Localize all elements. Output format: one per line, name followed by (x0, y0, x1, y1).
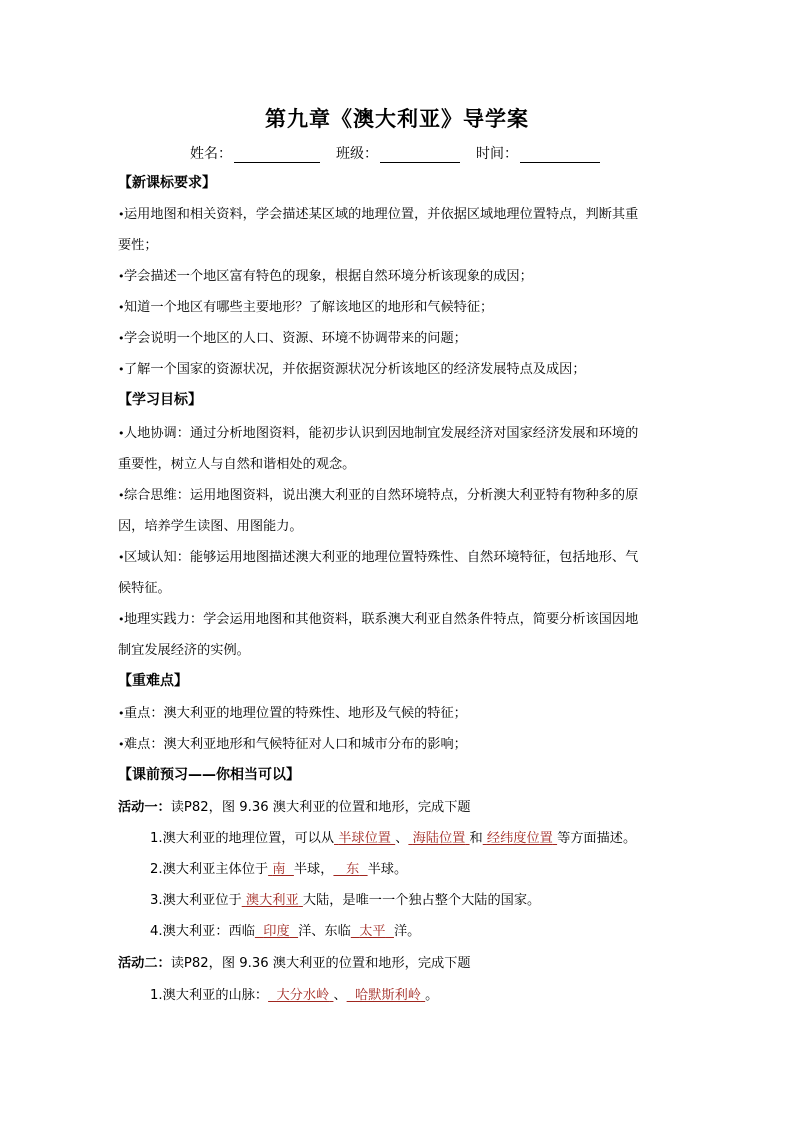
question-text: 等方面描述。 (557, 831, 637, 846)
question-text: 1.澳大利亚的山脉： (150, 988, 269, 1003)
goal-item: • 人地协调：通过分析地图资料，能初步认识到因地制宜发展经济对国家经济发展和环境的 (118, 422, 638, 441)
curriculum-item: • 学会说明一个地区的人口、资源、环境不协调带来的问题； (118, 327, 467, 346)
goal-item: • 综合思维：运用地图资料，说出澳大利亚的自然环境特点，分析澳大利亚特有物种多的原 (118, 484, 638, 503)
answer-blank[interactable]: 半球位置 (338, 831, 391, 846)
activity-one-text: 读P82，图 9.36 澳大利亚的位置和地形，完成下题 (170, 800, 471, 815)
question-text: 1.澳大利亚的地理位置，可以从 (150, 831, 335, 846)
question-continent (150, 889, 540, 908)
question-hemisphere (150, 858, 407, 877)
curriculum-item: • 了解一个国家的资源状况，并依据资源状况分析该地区的经济发展特点及成因； (118, 358, 586, 377)
class-blank[interactable] (380, 148, 460, 163)
time-label: 时间： (476, 146, 518, 162)
key-point-item: • 重点：澳大利亚的地理位置的特殊性、地形及气候的特征； (118, 702, 467, 721)
activity-two-text: 读P82，图 9.36 澳大利亚的位置和地形，完成下题 (170, 956, 471, 971)
answer-blank[interactable]: 海陆位置 (412, 831, 466, 846)
curriculum-item-cont: 要性； (118, 238, 158, 253)
student-info-line (190, 143, 616, 163)
separator: 、 (333, 988, 347, 1003)
answer-blank[interactable]: 南 (272, 862, 286, 877)
curriculum-item: • 知道一个地区有哪些主要地形？了解该地区的地形和气候特征； (118, 296, 493, 315)
section-heading-curriculum: 【新课标要求】 (118, 175, 216, 191)
class-label: 班级： (336, 146, 378, 162)
page-title: 第九章《澳大利亚》导学案 (265, 106, 529, 131)
question-text: 。 (425, 988, 439, 1003)
answer-blank[interactable]: 东 (346, 862, 360, 877)
curriculum-item: • 运用地图和相关资料，学会描述某区域的地理位置，并依据区域地理位置特点，判断其重 (118, 203, 638, 222)
key-point-item: • 难点：澳大利亚地形和气候特征对人口和城市分布的影响； (118, 733, 467, 752)
section-heading-goals: 【学习目标】 (118, 392, 202, 408)
answer-blank[interactable]: 大分水岭 (276, 988, 330, 1003)
question-text: 大陆，是唯一一个独占整个大陆的国家。 (302, 893, 541, 908)
section-heading-preview: 【课前预习——你相当可以】 (118, 767, 300, 783)
question-text: 洋。 (393, 924, 421, 939)
name-blank[interactable] (234, 148, 320, 163)
goal-item: • 区域认知：能够运用地图描述澳大利亚的地理位置特殊性、自然环境特征，包括地形、气 (118, 546, 638, 565)
section-heading-key-points: 【重难点】 (118, 673, 188, 689)
goal-item-cont: 候特征。 (118, 581, 171, 596)
question-oceans (150, 920, 420, 939)
question-text: 2.澳大利亚主体位于 (150, 862, 269, 877)
activity-one-label: 活动一： (118, 800, 171, 815)
answer-blank[interactable]: 印度 (263, 924, 290, 939)
answer-blank[interactable]: 经纬度位置 (486, 831, 553, 846)
goal-item-cont: 因，培养学生读图、用图能力。 (118, 519, 303, 534)
separator: 和 (469, 831, 483, 846)
activity-two (118, 952, 471, 971)
separator: 、 (395, 831, 409, 846)
goal-item-cont: 制宜发展经济的实例。 (118, 643, 250, 658)
question-text: 半球。 (367, 862, 408, 877)
curriculum-item: • 学会描述一个地区富有特色的现象，根据自然环境分析该现象的成因； (118, 265, 533, 284)
activity-one (118, 796, 471, 815)
question-text: 洋、东临 (298, 924, 351, 939)
answer-blank[interactable]: 哈默斯利岭 (355, 988, 421, 1003)
goal-item: • 地理实践力：学会运用地图和其他资料，联系澳大利亚自然条件特点，简要分析该国因地 (118, 608, 638, 627)
activity-two-label: 活动二： (118, 956, 171, 971)
time-blank[interactable] (520, 148, 600, 163)
name-label: 姓名： (190, 146, 232, 162)
answer-blank[interactable]: 澳大利亚 (245, 893, 299, 908)
question-text: 半球， (293, 862, 334, 877)
answer-blank[interactable]: 太平 (359, 924, 386, 939)
goal-item-cont: 重要性，树立人与自然和谐相处的观念。 (118, 457, 356, 472)
question-text: 4.澳大利亚：西临 (150, 924, 255, 939)
question-mountains (150, 984, 438, 1003)
question-location (150, 827, 636, 846)
question-text: 3.澳大利亚位于 (150, 893, 242, 908)
